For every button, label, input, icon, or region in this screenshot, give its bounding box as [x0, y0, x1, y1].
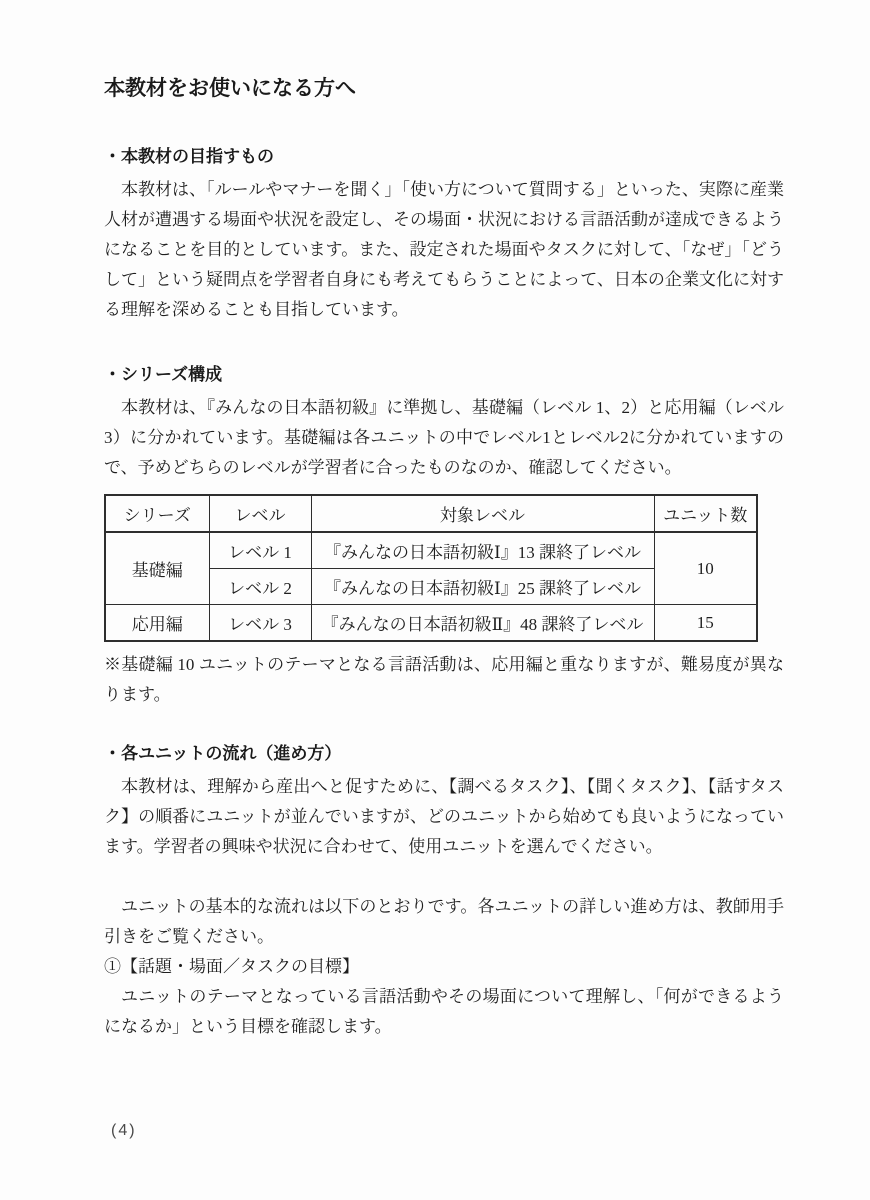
column-header-target-level: 対象レベル: [311, 495, 654, 532]
cell-level-3: レベル 3: [209, 605, 311, 642]
page-number: (4): [111, 1122, 137, 1139]
paragraph-series: 本教材は、『みんなの日本語初級』に準拠し、基礎編（レベル 1、2）と応用編（レベル 3）に分かれています。基礎編は各ユニットの中でレベル1とレベル2に分かれていますので、予めどちらのレベルが学習者に合ったものなのか、確認してください。: [104, 398, 784, 477]
cell-target-level-1: 『みんなの日本語初級Ⅰ』13 課終了レベル: [311, 532, 654, 569]
text-column: [104, 0, 784, 1042]
step-1-label: ①【話題・場面／タスクの目標】: [104, 957, 359, 976]
cell-units-basic: 10: [654, 532, 757, 605]
column-header-unit-count: ユニット数: [654, 495, 757, 532]
paragraph-basic-flow: ユニットの基本的な流れは以下のとおりです。各ユニットの詳しい進め方は、教師用手引きをご覧ください。: [104, 897, 784, 946]
paragraph-unit-order: 本教材は、理解から産出へと促すために、【調べるタスク】、【聞くタスク】、【話すタスク】の順番にユニットが並んでいますが、どのユニットから始めても良いようになっています。学習者の興味や状況に合わせて、使用ユニットを選んでください。: [104, 777, 784, 856]
section-heading-unit-flow: ・各ユニットの流れ（進め方）: [104, 744, 342, 763]
table-note: ※基礎編 10 ユニットのテーマとなる言語活動は、応用編と重なりますが、難易度が異なります。: [104, 655, 784, 704]
cell-level-2: レベル 2: [209, 569, 311, 605]
cell-units-applied: 15: [654, 605, 757, 642]
table-header-row: [105, 495, 757, 532]
table-row: [105, 532, 757, 569]
column-header-series: シリーズ: [105, 495, 209, 532]
table-row: [105, 605, 757, 642]
cell-target-level-3: 『みんなの日本語初級Ⅱ』48 課終了レベル: [311, 605, 654, 642]
section-heading-series: ・シリーズ構成: [104, 365, 223, 384]
section-heading-aims: ・本教材の目指すもの: [104, 147, 274, 166]
cell-series-basic: 基礎編: [105, 532, 209, 605]
series-level-table: [104, 494, 758, 642]
cell-series-applied: 応用編: [105, 605, 209, 642]
step-1-body: ユニットのテーマとなっている言語活動やその場面について理解し、「何ができるようになるか」という目標を確認します。: [104, 987, 784, 1036]
paragraph-aims: 本教材は、「ルールやマナーを聞く」「使い方について質問する」といった、実際に産業人材が遭遇する場面や状況を設定し、その場面・状況における言語活動が達成できるようになることを目的としています。また、設定された場面やタスクに対して、「なぜ」「どうして」という疑問点を学習者自身にも考えてもらうことによって、日本の企業文化に対する理解を深めることも目指しています。: [104, 180, 784, 319]
page-title: 本教材をお使いになる方へ: [104, 77, 356, 100]
cell-level-1: レベル 1: [209, 532, 311, 569]
column-header-level: レベル: [209, 495, 311, 532]
cell-target-level-2: 『みんなの日本語初級Ⅰ』25 課終了レベル: [311, 569, 654, 605]
